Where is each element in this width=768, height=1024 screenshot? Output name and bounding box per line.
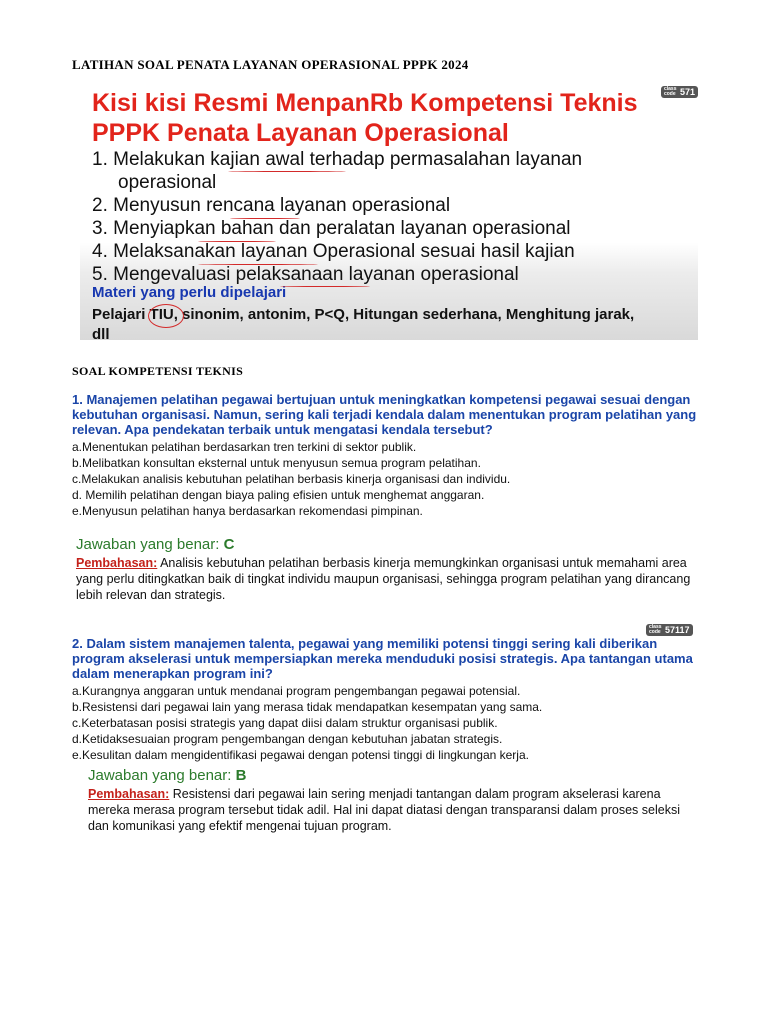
option-b: b.Resistensi dari pegawai lain yang merasa tidak mendapatkan kesempatan yang sama. bbox=[72, 700, 543, 714]
class-code-badge: class code 571 bbox=[661, 86, 698, 98]
option-b: b.Melibatkan konsultan eksternal untuk menyusun semua program pelatihan. bbox=[72, 456, 481, 470]
circle-mark bbox=[148, 304, 184, 328]
option-c: c.Keterbatasan posisi strategis yang dapat diisi dalam struktur organisasi publik. bbox=[72, 716, 498, 730]
underline-mark bbox=[198, 264, 318, 265]
kisi-item: 1. Melakukan kajian awal terhadap permasalahan layanan bbox=[92, 149, 583, 170]
option-e: e.Menyusun pelatihan hanya berdasarkan rekomendasi pimpinan. bbox=[72, 504, 423, 518]
answer-line bbox=[88, 767, 246, 784]
options-list bbox=[72, 439, 702, 519]
kisi-heading-line1: Kisi kisi Resmi MenpanRb Kompetensi Teknis bbox=[92, 89, 638, 117]
option-e: e.Kesulitan dalam mengidentifikasi pegawai dengan potensi tinggi di lingkungan kerja. bbox=[72, 748, 529, 762]
options-list bbox=[72, 683, 702, 763]
class-code-badge: class code 57117 bbox=[646, 624, 693, 636]
kisi-item: 4. Melaksanakan layanan Operasional sesuai hasil kajian bbox=[92, 241, 575, 262]
question-1-block bbox=[72, 392, 702, 519]
explanation-label: Pembahasan: bbox=[88, 787, 170, 801]
underline-mark bbox=[230, 218, 300, 219]
kisi-heading-line2: PPPK Penata Layanan Operasional bbox=[92, 119, 509, 147]
explanation-block bbox=[88, 786, 698, 834]
kisi-item: 3. Menyiapkan bahan dan peralatan layanan operasional bbox=[92, 218, 571, 239]
kisi-item: operasional bbox=[118, 172, 217, 193]
explanation-block bbox=[76, 555, 696, 603]
option-d: d. Memilih pelatihan dengan biaya paling efisien untuk menghemat anggaran. bbox=[72, 488, 485, 502]
document-title: LATIHAN SOAL PENATA LAYANAN OPERASIONAL PPPK 2024 bbox=[72, 57, 469, 72]
option-a: a.Menentukan pelatihan berdasarkan tren terkini di sektor publik. bbox=[72, 440, 417, 454]
underline-mark bbox=[198, 241, 276, 242]
question-2-block bbox=[72, 636, 702, 763]
explanation-text: Resistensi dari pegawai lain sering menjadi tantangan dalam program akselerasi karena mereka merasa program tersebut tidak adil. Hal ini dapat diatasi dengan transparansi dalam proses seleksi dan komunikasi yang efektif mengenai tujuan program. bbox=[88, 787, 680, 833]
answer-label: Jawaban yang benar: bbox=[76, 536, 220, 553]
option-d: d.Ketidaksesuaian program pengembangan dengan kebutuhan jabatan strategis. bbox=[72, 732, 503, 746]
kisi-kisi-image bbox=[80, 84, 698, 340]
answer-value: B bbox=[235, 767, 247, 784]
answer-value: C bbox=[223, 536, 235, 553]
answer-line bbox=[76, 536, 234, 553]
option-c: c.Melakukan analisis kebutuhan pelatihan berbasis kinerja organisasi dan individu. bbox=[72, 472, 511, 486]
kisi-item: 5. Mengevaluasi pelaksanaan layanan operasional bbox=[92, 264, 519, 285]
explanation-label: Pembahasan: bbox=[76, 556, 158, 570]
underline-mark bbox=[228, 171, 346, 172]
question-text: 1. Manajemen pelatihan pegawai bertujuan untuk meningkatkan kompetensi pegawai sesuai dengan kebutuhan organisasi. Namun, sering kali terjadi kendala dalam menentukan program pelatihan yang relevan. Apa pendekatan terbaik untuk mengatasi kendala tersebut? bbox=[72, 392, 697, 437]
materi-label: Materi yang perlu dipelajari bbox=[92, 284, 287, 301]
section-title: SOAL KOMPETENSI TEKNIS bbox=[72, 364, 244, 378]
option-a: a.Kurangnya anggaran untuk mendanai program pengembangan pegawai potensial. bbox=[72, 684, 521, 698]
question-text: 2. Dalam sistem manajemen talenta, pegawai yang memiliki potensi tinggi sering kali diberikan program akselerasi untuk mempersiapkan mereka menduduki posisi strategis. Apa tantangan utama dalam menerapkan program ini? bbox=[72, 636, 693, 681]
pelajari-line1: Pelajari TIU, sinonim, antonim, P<Q, Hitungan sederhana, Menghitung jarak, bbox=[92, 306, 635, 323]
answer-label: Jawaban yang benar: bbox=[88, 767, 232, 784]
kisi-item: 2. Menyusun rencana layanan operasional bbox=[92, 195, 451, 216]
underline-mark bbox=[280, 286, 370, 287]
explanation-text: Analisis kebutuhan pelatihan berbasis kinerja memungkinkan organisasi untuk memahami area yang perlu ditingkatkan baik di tingkat individu maupun organisasi, sehingga program pelatihan yang dirancang lebih relevan dan strategis. bbox=[76, 556, 691, 602]
pelajari-line2: dll bbox=[92, 326, 110, 340]
